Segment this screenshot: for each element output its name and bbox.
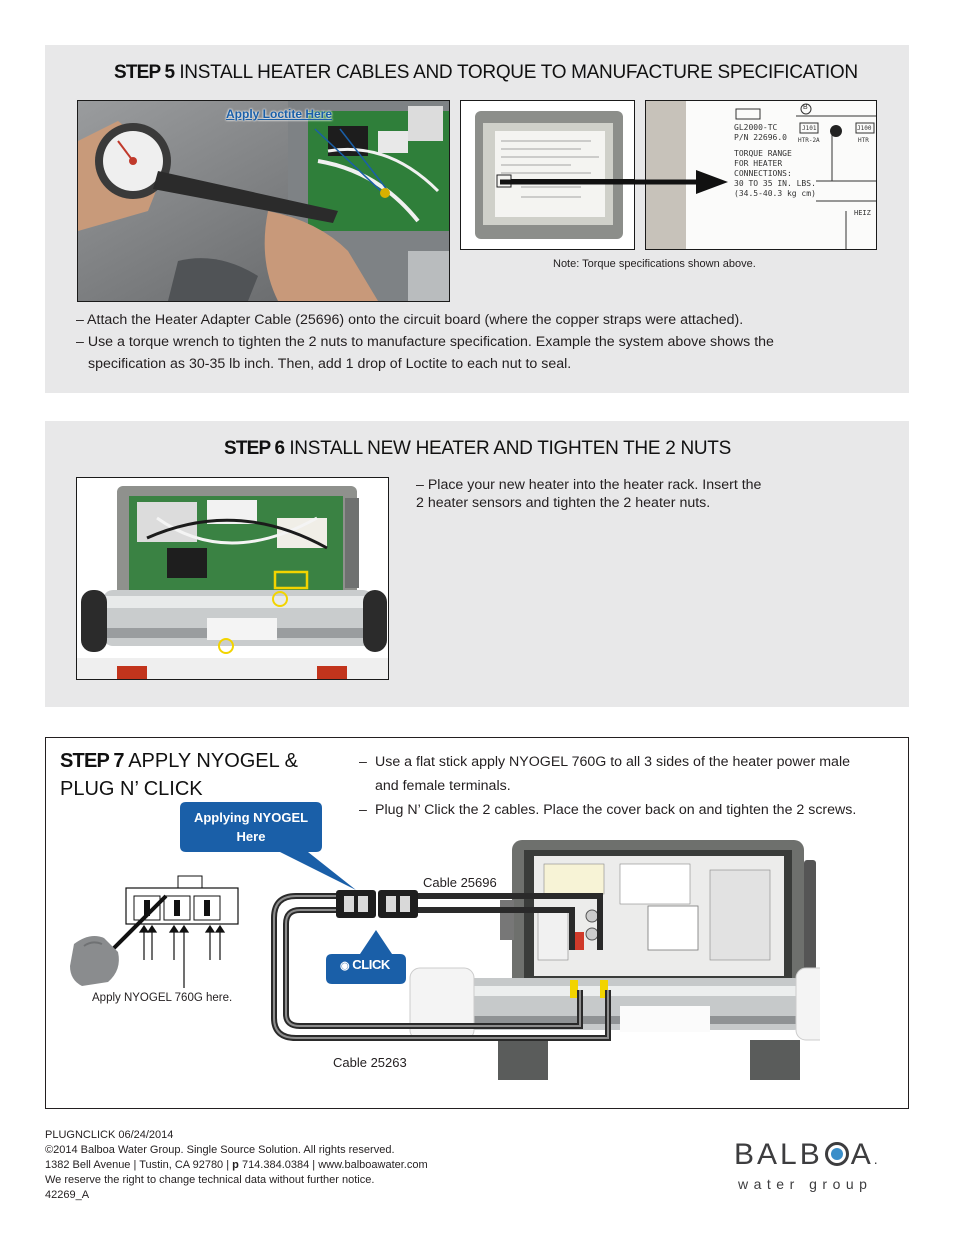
label-j100: J100 <box>857 125 872 132</box>
step7-instructions: – Use a flat stick apply NYOGEL 760G to all 3 sides of the heater power male and female terminals. – Plug N’ Click the 2 cables. Place the cover back on and tighten the 2 screws. <box>359 750 904 822</box>
step7-bullet-2: Plug N’ Click the 2 cables. Place the cover back on and tighten the 2 screws. <box>375 802 857 818</box>
click-sound-icon: ◉ <box>340 960 350 972</box>
logo-wordmark: BALB A. <box>734 1138 881 1171</box>
torque-wrench-illustration <box>78 101 449 301</box>
torque-note: Note: Torque specifications shown above. <box>553 258 756 270</box>
label-j101: J101 <box>802 125 817 132</box>
cable-25696-label: Cable 25696 <box>423 875 497 890</box>
cable-25263-label: Cable 25263 <box>333 1055 407 1070</box>
nyogel-callout-text: Applying NYOGEL Here <box>193 810 309 844</box>
step7-bullet-1-cont: and female terminals. <box>375 778 511 794</box>
step5-title: INSTALL HEATER CABLES AND TORQUE TO MANUFACTURE SPECIFICATION <box>179 62 858 83</box>
step5-bullet-2-cont: specification as 30-35 lb inch. Then, add 1 drop of Loctite to each nut to seal. <box>88 356 572 372</box>
step6-label: STEP 6 <box>224 438 285 459</box>
step7-title-line2: PLUG N’ CLICK <box>60 778 203 800</box>
footer-doc-id: PLUGNCLICK 06/24/2014 <box>45 1129 174 1141</box>
logo-tagline: water group <box>738 1176 873 1192</box>
step6-title: INSTALL NEW HEATER AND TIGHTEN THE 2 NUTS <box>289 438 731 459</box>
step7-label: STEP 7 <box>60 750 124 772</box>
step7-title-line1: APPLY NYOGEL & <box>128 750 298 772</box>
label-b: B <box>803 104 808 111</box>
step5-bullet-2: – Use a torque wrench to tighten the 2 nuts to manufacture specification. Example the system above shows the <box>76 334 774 350</box>
step5-instructions <box>76 309 876 375</box>
label-text-block: GL2000-TC P/N 22696.0 TORQUE RANGE FOR HEATER CONNECTIONS: 30 TO 35 IN. LBS. (34.5-40.3 kg cm) <box>734 123 816 198</box>
step5-label: STEP 5 <box>114 62 175 83</box>
click-label: ◉ CLICK <box>340 957 390 972</box>
heater-install-illustration <box>77 478 388 679</box>
loctite-callout: Apply Loctite Here <box>226 107 333 121</box>
step5-heading <box>114 62 858 84</box>
step6-heading <box>224 438 731 460</box>
step5-bullet-1: – Attach the Heater Adapter Cable (25696) onto the circuit board (where the copper straps were attached). <box>76 312 744 328</box>
label-htr: HTR <box>858 137 869 144</box>
label-heiz: HEIZ <box>854 209 871 217</box>
footer-disclaimer: We reserve the right to change technical data without further notice. <box>45 1174 375 1186</box>
heater-install-photo <box>76 477 389 680</box>
apply-nyogel-label: Apply NYOGEL 760G here. <box>92 992 233 1004</box>
footer-address: 1382 Bell Avenue | Tustin, CA 92780 | p 714.384.0384 | www.balboawater.com <box>45 1159 428 1171</box>
step7-heading <box>60 747 298 803</box>
footer <box>45 1128 428 1203</box>
footer-copyright: ©2014 Balboa Water Group. Single Source Solution. All rights reserved. <box>45 1144 395 1156</box>
arrow-pointer-icon <box>500 168 730 196</box>
label-htr-2a: HTR-2A <box>798 137 820 144</box>
step6-instructions <box>416 476 836 512</box>
step6-bullet-1: – Place your new heater into the heater rack. Insert the <box>416 477 762 493</box>
balboa-logo <box>734 1140 909 1192</box>
torque-wrench-photo <box>77 100 450 302</box>
step6-bullet-1-cont: 2 heater sensors and tighten the 2 heater nuts. <box>416 495 711 511</box>
logo-globe-icon <box>825 1142 849 1166</box>
footer-part-number: 42269_A <box>45 1189 90 1201</box>
step7-bullet-1: Use a flat stick apply NYOGEL 760G to all 3 sides of the heater power male <box>375 754 850 770</box>
